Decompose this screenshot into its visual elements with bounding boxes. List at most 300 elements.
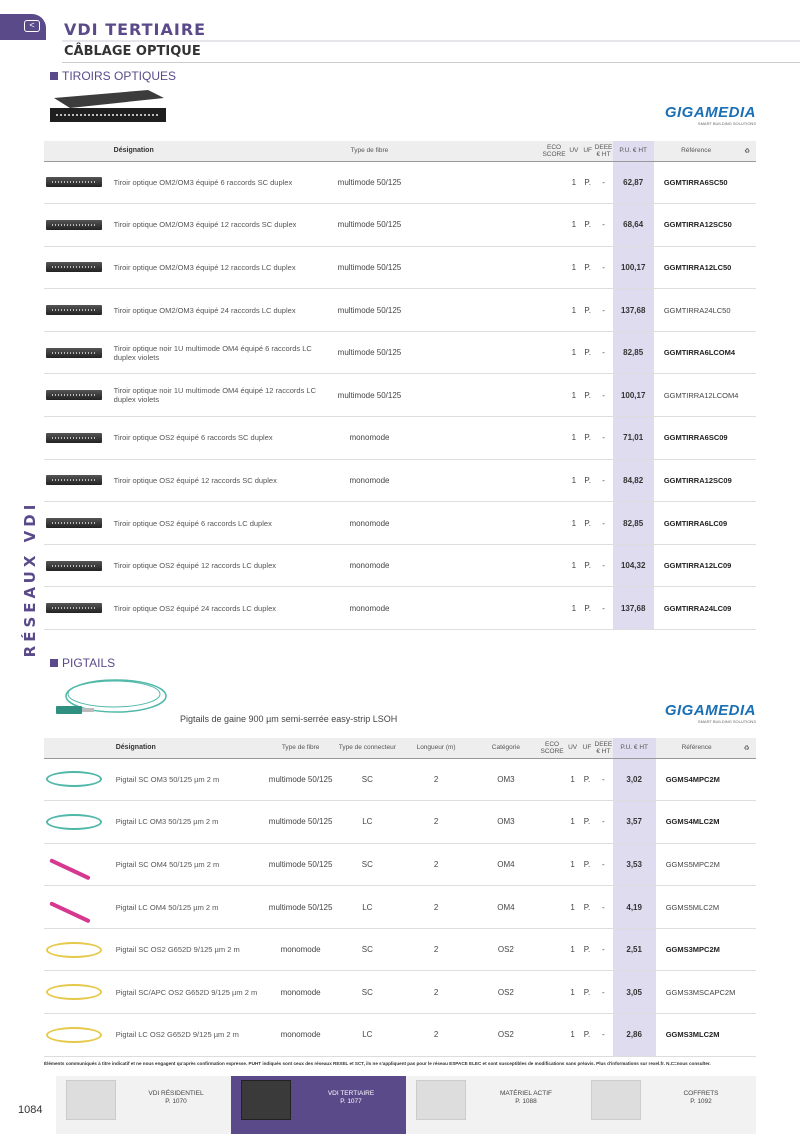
pigtails-table: [44, 738, 756, 1057]
product-reference: GGMTIRRA24LC50: [654, 289, 739, 332]
table-cell: [416, 587, 541, 630]
unit-price: 137,68: [613, 289, 654, 332]
drawer-icon: [46, 390, 102, 400]
square-bullet-icon: [50, 659, 58, 667]
category: OS2: [473, 1014, 539, 1057]
side-label: RÉSEAUX VDI: [21, 500, 39, 658]
eco-score: [539, 1014, 566, 1057]
table-row[interactable]: [44, 758, 756, 801]
drawer-icon: [46, 561, 102, 571]
deee-value: -: [595, 161, 613, 204]
pigtails-caption: Pigtails de gaine 900 µm semi-serrée easy-strip LSOH: [180, 714, 398, 724]
table-cell: [738, 502, 756, 545]
pigtail-product-image: [46, 672, 170, 722]
eco-score: [541, 459, 567, 502]
table-cell: [738, 204, 756, 247]
product-designation: Tiroir optique OM2/OM3 équipé 24 raccords LC duplex: [110, 289, 323, 332]
product-designation: Pigtail SC OM3 50/125 µm 2 m: [112, 758, 266, 801]
table-row[interactable]: [44, 843, 756, 886]
uf-value: P.: [581, 161, 595, 204]
product-thumbnail: [44, 417, 110, 460]
uf-value: P.: [580, 1014, 594, 1057]
product-designation: Tiroir optique OM2/OM3 équipé 6 raccords SC duplex: [110, 161, 323, 204]
unit-price: 104,32: [613, 544, 654, 587]
eco-score: [541, 374, 567, 417]
fibre-type: multimode 50/125: [323, 289, 417, 332]
gigamedia-logo: GIGAMEDIA SMART BUILDING SOLUTIONS: [664, 702, 756, 724]
product-thumbnail: [44, 289, 110, 332]
uf-value: P.: [581, 587, 595, 630]
table-row[interactable]: [44, 459, 756, 502]
category: OM3: [473, 801, 539, 844]
pigtail-icon: [46, 771, 102, 787]
table-row[interactable]: [44, 417, 756, 460]
uf-value: P.: [580, 928, 594, 971]
deee-value: -: [595, 587, 613, 630]
uv-value: 1: [567, 246, 581, 289]
drawer-icon: [46, 603, 102, 613]
fibre-type: monomode: [323, 417, 417, 460]
table-cell: [738, 331, 756, 374]
table-cell: [738, 246, 756, 289]
uf-value: P.: [581, 502, 595, 545]
fibre-type: multimode 50/125: [266, 886, 336, 929]
eco-score: [541, 502, 567, 545]
table-cell: [416, 161, 541, 204]
table-cell: [416, 246, 541, 289]
unit-price: 82,85: [613, 502, 654, 545]
uv-value: 1: [565, 928, 579, 971]
table-cell: [738, 417, 756, 460]
table-cell: [738, 161, 756, 204]
nav-thumbnail: [241, 1080, 291, 1120]
fibre-type: monomode: [266, 1014, 336, 1057]
table-row[interactable]: [44, 502, 756, 545]
product-reference: GGMS3MLC2M: [656, 1014, 738, 1057]
product-reference: GGMTIRRA6LCOM4: [654, 331, 739, 374]
square-bullet-icon: [50, 72, 58, 80]
table-cell: [737, 758, 756, 801]
table-cell: [416, 417, 541, 460]
col-deee: DEEE € HT: [595, 141, 613, 161]
back-button[interactable]: [0, 14, 46, 40]
deee-value: -: [594, 928, 612, 971]
product-reference: GGMTIRRA12SC09: [654, 459, 739, 502]
col-eco: ECO SCORE: [541, 141, 567, 161]
eco-score: [541, 204, 567, 247]
product-reference: GGMTIRRA6SC09: [654, 417, 739, 460]
fibre-type: monomode: [266, 928, 336, 971]
table-cell: [416, 502, 541, 545]
connector-type: LC: [336, 1014, 400, 1057]
pigtail-icon: [46, 814, 102, 830]
table-cell: [416, 331, 541, 374]
product-designation: Tiroir optique OS2 équipé 6 raccords SC duplex: [110, 417, 323, 460]
table-row[interactable]: [44, 331, 756, 374]
unit-price: 71,01: [613, 417, 654, 460]
table-row[interactable]: [44, 374, 756, 417]
nav-thumbnail: [591, 1080, 641, 1120]
nav-vdi-residentiel[interactable]: VDI RÉSIDENTIEL P. 1070: [56, 1076, 231, 1134]
col-uv: UV: [567, 141, 581, 161]
drawer-icon: [46, 475, 102, 485]
table-row[interactable]: [44, 587, 756, 630]
uv-value: 1: [567, 459, 581, 502]
eco-score: [541, 246, 567, 289]
nav-materiel-actif[interactable]: MATÉRIEL ACTIF P. 1088: [406, 1076, 581, 1134]
table-cell: [738, 587, 756, 630]
unit-price: 82,85: [613, 331, 654, 374]
eco-score: [541, 331, 567, 374]
product-designation: Pigtail SC/APC OS2 G652D 9/125 µm 2 m: [112, 971, 266, 1014]
fibre-type: multimode 50/125: [323, 331, 417, 374]
connector-type: LC: [336, 886, 400, 929]
table-cell: [416, 374, 541, 417]
category: OM4: [473, 843, 539, 886]
uf-value: P.: [581, 246, 595, 289]
unit-price: 137,68: [613, 587, 654, 630]
drawer-icon: [46, 433, 102, 443]
product-designation: Tiroir optique OS2 équipé 12 raccords LC duplex: [110, 544, 323, 587]
eco-score: [539, 843, 566, 886]
connector-type: SC: [336, 928, 400, 971]
product-reference: GGMS4MLC2M: [656, 801, 738, 844]
product-reference: GGMTIRRA12LC50: [654, 246, 739, 289]
uv-value: 1: [567, 289, 581, 332]
product-reference: GGMTIRRA6SC50: [654, 161, 739, 204]
fibre-type: monomode: [323, 459, 417, 502]
footer: [0, 1076, 800, 1134]
unit-price: 3,53: [613, 843, 656, 886]
nav-thumbnail: [66, 1080, 116, 1120]
deee-value: -: [594, 971, 612, 1014]
deee-value: -: [595, 204, 613, 247]
uv-value: 1: [565, 971, 579, 1014]
uf-value: P.: [581, 417, 595, 460]
fibre-type: multimode 50/125: [266, 843, 336, 886]
table-cell: [738, 544, 756, 587]
product-thumbnail: [44, 1014, 112, 1057]
unit-price: 68,64: [613, 204, 654, 247]
uf-value: P.: [581, 331, 595, 374]
nav-thumbnail: [416, 1080, 466, 1120]
gigamedia-logo: GIGAMEDIA SMART BUILDING SOLUTIONS: [664, 104, 756, 126]
fibre-type: multimode 50/125: [323, 246, 417, 289]
unit-price: 4,19: [613, 886, 656, 929]
product-designation: Tiroir optique noir 1U multimode OM4 équipé 12 raccords LC duplex violets: [110, 374, 323, 417]
product-designation: Tiroir optique noir 1U multimode OM4 équipé 6 raccords LC duplex violets: [110, 331, 323, 374]
uf-value: P.: [581, 204, 595, 247]
divider: [62, 62, 800, 63]
col-designation: Désignation: [110, 141, 323, 161]
eco-score: [539, 928, 566, 971]
product-reference: GGMTIRRA12LCOM4: [654, 374, 739, 417]
table-row[interactable]: [44, 928, 756, 971]
eco-score: [541, 544, 567, 587]
deee-value: -: [594, 1014, 612, 1057]
deee-value: -: [594, 758, 612, 801]
pigtail-icon: [46, 984, 102, 1000]
uv-value: 1: [565, 1014, 579, 1057]
drawer-icon: [46, 348, 102, 358]
deee-value: -: [595, 374, 613, 417]
unit-price: 84,82: [613, 459, 654, 502]
table-row[interactable]: [44, 289, 756, 332]
eco-score: [541, 161, 567, 204]
product-designation: Tiroir optique OS2 équipé 6 raccords LC duplex: [110, 502, 323, 545]
uf-value: P.: [581, 459, 595, 502]
col-price: P.U. € HT: [613, 141, 654, 161]
fibre-type: monomode: [323, 502, 417, 545]
category: OM3: [473, 758, 539, 801]
product-designation: Tiroir optique OS2 équipé 24 raccords LC duplex: [110, 587, 323, 630]
table-row[interactable]: [44, 544, 756, 587]
product-thumbnail: [44, 758, 112, 801]
unit-price: 3,02: [613, 758, 656, 801]
eco-score: [539, 886, 566, 929]
col-ref: Référence: [656, 738, 738, 758]
unit-price: 3,05: [613, 971, 656, 1014]
length: 2: [399, 758, 473, 801]
unit-price: 3,57: [613, 801, 656, 844]
fibre-type: multimode 50/125: [323, 161, 417, 204]
product-thumbnail: [44, 886, 112, 929]
product-designation: Pigtail SC OS2 G652D 9/125 µm 2 m: [112, 928, 266, 971]
uv-value: 1: [567, 544, 581, 587]
uv-value: 1: [567, 374, 581, 417]
product-designation: Pigtail LC OS2 G652D 9/125 µm 2 m: [112, 1014, 266, 1057]
col-uf: UF: [581, 141, 595, 161]
col-categorie: Catégorie: [473, 738, 539, 758]
col-uf: UF: [580, 738, 594, 758]
product-thumbnail: [44, 246, 110, 289]
deee-value: -: [595, 502, 613, 545]
col-longueur: Longueur (m): [399, 738, 473, 758]
table-row[interactable]: [44, 161, 756, 204]
eco-score: [539, 971, 566, 1014]
col-eco: ECO SCORE: [539, 738, 566, 758]
connector-type: SC: [336, 758, 400, 801]
product-thumbnail: [44, 161, 110, 204]
table-cell: [416, 204, 541, 247]
product-thumbnail: [44, 843, 112, 886]
deee-value: -: [594, 843, 612, 886]
product-designation: Tiroir optique OM2/OM3 équipé 12 raccords LC duplex: [110, 246, 323, 289]
product-thumbnail: [44, 801, 112, 844]
length: 2: [399, 886, 473, 929]
connector-type: SC: [336, 843, 400, 886]
col-designation: Désignation: [112, 738, 266, 758]
table-row[interactable]: [44, 801, 756, 844]
table-row[interactable]: [44, 1014, 756, 1057]
product-designation: Tiroir optique OS2 équipé 12 raccords SC duplex: [110, 459, 323, 502]
pigtail-icon: [46, 1027, 102, 1043]
table-cell: [416, 459, 541, 502]
table-row[interactable]: [44, 886, 756, 929]
eco-score: [541, 417, 567, 460]
unit-price: 2,86: [613, 1014, 656, 1057]
deee-value: -: [595, 246, 613, 289]
fibre-type: monomode: [323, 544, 417, 587]
pigtail-icon: [46, 856, 102, 872]
uv-value: 1: [567, 331, 581, 374]
uf-value: P.: [580, 886, 594, 929]
uv-value: 1: [565, 801, 579, 844]
recycle-icon: ♻: [737, 738, 756, 758]
product-reference: GGMTIRRA12SC50: [654, 204, 739, 247]
product-thumbnail: [44, 204, 110, 247]
length: 2: [399, 801, 473, 844]
table-cell: [737, 1014, 756, 1057]
product-designation: Tiroir optique OM2/OM3 équipé 12 raccords SC duplex: [110, 204, 323, 247]
uv-value: 1: [565, 886, 579, 929]
table-cell: [416, 544, 541, 587]
product-thumbnail: [44, 971, 112, 1014]
table-cell: [737, 886, 756, 929]
col-deee: DEEE € HT: [594, 738, 612, 758]
col-connecteur: Type de connecteur: [336, 738, 400, 758]
fibre-type: multimode 50/125: [266, 758, 336, 801]
uf-value: P.: [581, 544, 595, 587]
eco-score: [539, 758, 566, 801]
table-cell: [738, 459, 756, 502]
product-thumbnail: [44, 459, 110, 502]
uv-value: 1: [567, 502, 581, 545]
pigtail-icon: [46, 942, 102, 958]
product-thumbnail: [44, 331, 110, 374]
table-cell: [737, 971, 756, 1014]
deee-value: -: [595, 544, 613, 587]
fibre-type: monomode: [266, 971, 336, 1014]
uf-value: P.: [581, 374, 595, 417]
page-subtitle: CÂBLAGE OPTIQUE: [64, 44, 201, 59]
uf-value: P.: [580, 801, 594, 844]
col-fibre: Type de fibre: [266, 738, 336, 758]
product-reference: GGMTIRRA12LC09: [654, 544, 739, 587]
col-price: P.U. € HT: [613, 738, 656, 758]
product-thumbnail: [44, 374, 110, 417]
eco-score: [541, 289, 567, 332]
category: OS2: [473, 971, 539, 1014]
unit-price: 62,87: [613, 161, 654, 204]
col-fibre: Type de fibre: [323, 141, 417, 161]
table-cell: [737, 928, 756, 971]
product-designation: Pigtail LC OM3 50/125 µm 2 m: [112, 801, 266, 844]
deee-value: -: [595, 331, 613, 374]
fibre-type: monomode: [323, 587, 417, 630]
deee-value: -: [594, 886, 612, 929]
product-thumbnail: [44, 928, 112, 971]
product-designation: Pigtail SC OM4 50/125 µm 2 m: [112, 843, 266, 886]
fibre-type: multimode 50/125: [323, 374, 417, 417]
pigtail-icon: [46, 899, 102, 915]
deee-value: -: [594, 801, 612, 844]
top-bar: [0, 0, 800, 42]
category: OM4: [473, 886, 539, 929]
table-cell: [416, 289, 541, 332]
tiroirs-heading: TIROIRS OPTIQUES: [50, 69, 176, 83]
table-cell: [737, 843, 756, 886]
unit-price: 2,51: [613, 928, 656, 971]
uf-value: P.: [580, 971, 594, 1014]
deee-value: -: [595, 289, 613, 332]
connector-type: SC: [336, 971, 400, 1014]
uv-value: 1: [567, 204, 581, 247]
unit-price: 100,17: [613, 374, 654, 417]
product-thumbnail: [44, 587, 110, 630]
connector-type: LC: [336, 801, 400, 844]
product-reference: GGMTIRRA24LC09: [654, 587, 739, 630]
deee-value: -: [595, 459, 613, 502]
drawer-icon: [46, 177, 102, 187]
pigtails-heading: PIGTAILS: [50, 656, 115, 670]
table-cell: [738, 374, 756, 417]
drawer-icon: [46, 262, 102, 272]
recycle-icon: ♻: [738, 141, 756, 161]
uv-value: 1: [567, 417, 581, 460]
product-reference: GGMS4MPC2M: [656, 758, 738, 801]
nav-vdi-tertiaire[interactable]: VDI TERTIAIRE P. 1077: [231, 1076, 406, 1134]
uf-value: P.: [581, 289, 595, 332]
uv-value: 1: [565, 758, 579, 801]
uv-value: 1: [565, 843, 579, 886]
length: 2: [399, 843, 473, 886]
page-number: 1084: [18, 1104, 43, 1116]
deee-value: -: [595, 417, 613, 460]
product-reference: GGMS5MLC2M: [656, 886, 738, 929]
fibre-type: multimode 50/125: [266, 801, 336, 844]
eco-score: [541, 587, 567, 630]
nav-coffrets[interactable]: COFFRETS P. 1092: [581, 1076, 756, 1134]
drawer-icon: [46, 305, 102, 315]
section-title: VDI TERTIAIRE: [64, 20, 207, 39]
divider: [62, 40, 800, 42]
product-reference: GGMTIRRA6LC09: [654, 502, 739, 545]
drawer-product-image: [48, 86, 168, 128]
category: OS2: [473, 928, 539, 971]
table-row[interactable]: [44, 971, 756, 1014]
product-reference: GGMS3MSCAPC2M: [656, 971, 738, 1014]
back-arrow-icon: <: [24, 20, 40, 32]
product-designation: Pigtail LC OM4 50/125 µm 2 m: [112, 886, 266, 929]
uv-value: 1: [567, 587, 581, 630]
length: 2: [399, 928, 473, 971]
uv-value: 1: [567, 161, 581, 204]
uf-value: P.: [580, 758, 594, 801]
section-nav: [56, 1076, 756, 1134]
table-row[interactable]: [44, 246, 756, 289]
product-thumbnail: [44, 544, 110, 587]
table-cell: [737, 801, 756, 844]
table-row[interactable]: [44, 204, 756, 247]
drawer-icon: [46, 518, 102, 528]
product-thumbnail: [44, 502, 110, 545]
drawer-icon: [46, 220, 102, 230]
length: 2: [399, 1014, 473, 1057]
uf-value: P.: [580, 843, 594, 886]
col-ref: Référence: [654, 141, 739, 161]
product-reference: GGMS3MPC2M: [656, 928, 738, 971]
unit-price: 100,17: [613, 246, 654, 289]
product-reference: GGMS5MPC2M: [656, 843, 738, 886]
table-cell: [738, 289, 756, 332]
length: 2: [399, 971, 473, 1014]
eco-score: [539, 801, 566, 844]
footnote: Éléments communiqués à titre indicatif et ne nous engagent qu'après confirmation expresse. PUHT indiqués sont ceux des réseaux REXEL et SCT, ils ne s'appliquent pas pour le réseau ESPACE ELEC et sont susceptibles de modifications sans préavis. Plus d'informations sur rexel.fr. N.C=nous consulter.: [44, 1061, 711, 1066]
col-uv: UV: [565, 738, 579, 758]
fibre-type: multimode 50/125: [323, 204, 417, 247]
tiroirs-table: [44, 141, 756, 630]
